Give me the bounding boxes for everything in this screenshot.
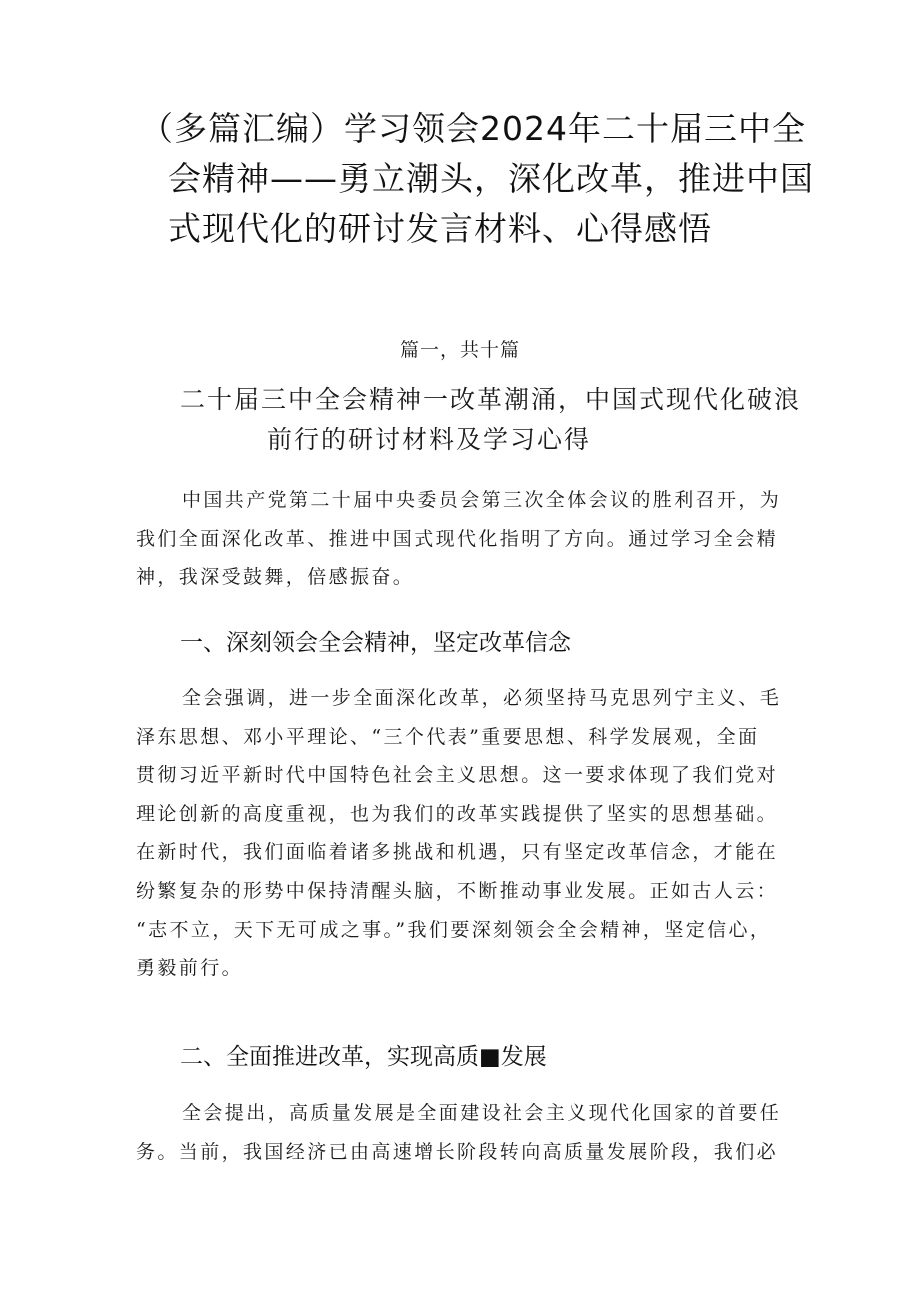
- paragraph-line: 务。当前，我国经济已由高速增长阶段转向高质量发展阶段，我们必: [136, 1140, 779, 1163]
- intro-paragraph: [136, 481, 796, 597]
- paragraph-line: 贯彻习近平新时代中国特色社会主义思想。这一要求体现了我们党对: [136, 764, 779, 787]
- paragraph-line: 泽东思想、邓小平理论、“三个代表”重要思想、科学发展观，全面: [136, 725, 760, 748]
- paragraph-line: 纷繁复杂的形势中保持清醒头脑，不断推动事业发展。正如古人云：: [136, 879, 779, 902]
- title-line: 会精神——勇立潮头，深化改革，推进中国: [168, 159, 814, 198]
- paragraph-line: 理论创新的高度重视，也为我们的改革实践提供了坚实的思想基础。: [136, 802, 779, 825]
- section-heading-2: 二、全面推进改革，实现高质■发展: [180, 1044, 547, 1070]
- paragraph-line: 在新时代，我们面临着诸多挑战和机遇，只有坚定改革信念，才能在: [136, 841, 779, 864]
- paragraph-line: 勇毅前行。: [136, 957, 244, 980]
- section-1-paragraph: [136, 679, 796, 988]
- paragraph-line: 我们全面深化改革、推进中国式现代化指明了方向。通过学习全会精: [136, 527, 779, 550]
- section-heading-1: 一、深刻领会全会精神，坚定改革信念: [180, 630, 571, 656]
- subtitle-line: 前行的研讨材料及学习心得: [267, 425, 592, 454]
- paragraph-line: 全会提出，高质量发展是全面建设社会主义现代化国家的首要任: [182, 1102, 782, 1124]
- part-label: 篇一，共十篇: [399, 339, 520, 361]
- paragraph-line: 神，我深受鼓舞，倍感振奋。: [136, 566, 415, 589]
- paragraph-line: 中国共产党第二十届中央委员会第三次全体会议的胜利召开，为: [182, 489, 782, 511]
- subtitle-line: 二十届三中全会精神一改革潮涌，中国式现代化破浪: [180, 385, 802, 414]
- section-2-paragraph: [136, 1094, 796, 1171]
- title-line: 式现代化的研讨发言材料、心得感悟: [168, 209, 712, 248]
- title-line: （多篇汇编）学习领会2024年二十届三中全: [140, 109, 806, 148]
- document-title: [140, 104, 814, 254]
- article-subtitle: [180, 380, 820, 460]
- paragraph-line: “志不立，天下无可成之事。”我们要深刻领会全会精神，坚定信心，: [136, 918, 772, 941]
- paragraph-line: 全会强调，进一步全面深化改革，必须坚持马克思列宁主义、毛: [182, 687, 782, 709]
